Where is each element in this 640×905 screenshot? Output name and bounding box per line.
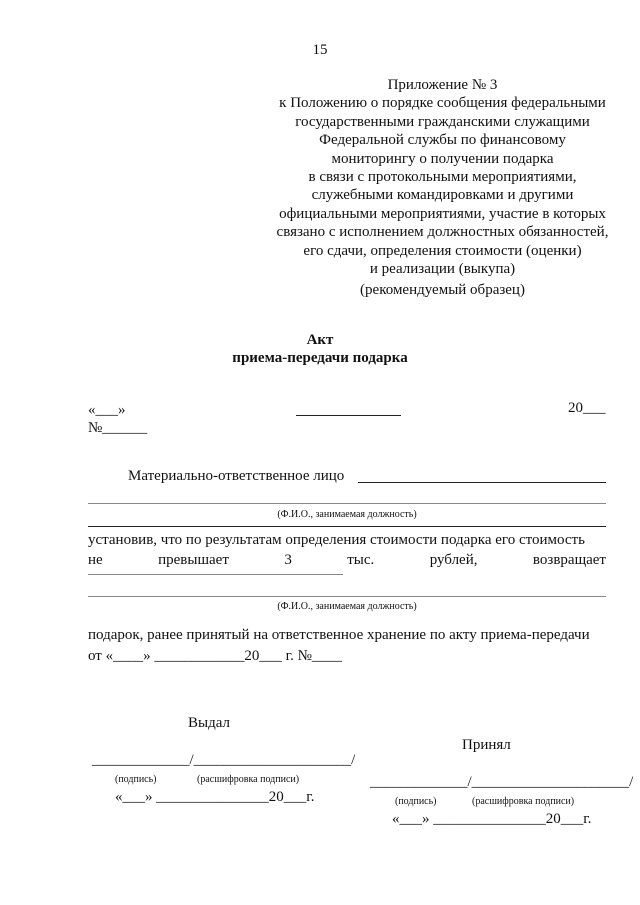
appendix-line: мониторингу о получении подарка bbox=[331, 150, 554, 167]
row-word: не bbox=[88, 552, 103, 568]
appendix-line: и реализации (выкупа) bbox=[369, 261, 516, 278]
fio-caption-2: (Ф.И.О., занимаемая должность) bbox=[277, 601, 417, 612]
row-word: 3 bbox=[284, 552, 292, 568]
paragraph-1: установив, что по результатам определения стоимости подарка его стоимость bbox=[88, 532, 585, 548]
received-date-line: «___» _______________20___г. bbox=[392, 811, 592, 827]
responsible-label: Материально-ответственное лицо bbox=[128, 468, 345, 484]
sample-note: (рекомендуемый образец) bbox=[360, 282, 525, 298]
act-number-field: №______ bbox=[88, 420, 148, 436]
appendix-line: его сдачи, определения стоимости (оценки) bbox=[303, 242, 582, 259]
received-label: Принял bbox=[462, 737, 511, 753]
date-field: «___» bbox=[88, 402, 126, 418]
fio-line-2 bbox=[88, 596, 606, 597]
year-field: 20___ bbox=[568, 400, 606, 416]
paragraph-2: подарок, ранее принятый на ответственное хранение по акту приема-передачи bbox=[88, 627, 590, 643]
fio-line-1 bbox=[88, 503, 606, 504]
row-word: тыс. bbox=[347, 552, 375, 568]
appendix-line: служебными командировками и другими bbox=[311, 187, 574, 204]
received-caption-decode: (расшифровка подписи) bbox=[472, 796, 575, 807]
appendix-line: государственными гражданскими служащими bbox=[295, 113, 590, 130]
appendix-line: к Положению о порядке сообщения федеральными bbox=[279, 95, 606, 112]
act-title: Акт bbox=[306, 332, 334, 348]
received-signature-line: _____________/_____________________/ bbox=[370, 774, 634, 790]
place-line bbox=[296, 415, 401, 416]
row-word: возвращает bbox=[532, 552, 606, 568]
issued-signature-line: _____________/_____________________/ bbox=[92, 752, 356, 768]
appendix-line: официальными мероприятиями, участие в которых bbox=[279, 205, 606, 222]
fio-caption-1: (Ф.И.О., занимаемая должность) bbox=[277, 509, 417, 520]
appendix-header bbox=[245, 76, 640, 278]
act-subtitle: приема-передачи подарка bbox=[232, 350, 408, 366]
row-word: превышает bbox=[158, 552, 229, 568]
appendix-line: связано с исполнением должностных обязанностей, bbox=[276, 224, 609, 241]
responsible-line bbox=[358, 482, 606, 483]
appendix-line: Приложение № 3 bbox=[387, 77, 498, 93]
issued-date-line: «___» _______________20___г. bbox=[115, 789, 315, 805]
paragraph-3: от «____» ____________20___ г. №____ bbox=[88, 648, 342, 664]
issued-caption-decode: (расшифровка подписи) bbox=[197, 774, 300, 785]
appendix-line: в связи с протокольными мероприятиями, bbox=[308, 169, 577, 186]
received-caption-sign: (подпись) bbox=[395, 796, 437, 807]
row-word: рублей, bbox=[429, 552, 478, 568]
issued-label: Выдал bbox=[188, 715, 230, 731]
fio-divider bbox=[88, 526, 606, 527]
value-underline bbox=[88, 574, 343, 575]
page-number: 15 bbox=[312, 42, 328, 58]
issued-caption-sign: (подпись) bbox=[115, 774, 157, 785]
value-row bbox=[88, 552, 606, 569]
appendix-line: Федеральной службы по финансовому bbox=[319, 132, 566, 149]
